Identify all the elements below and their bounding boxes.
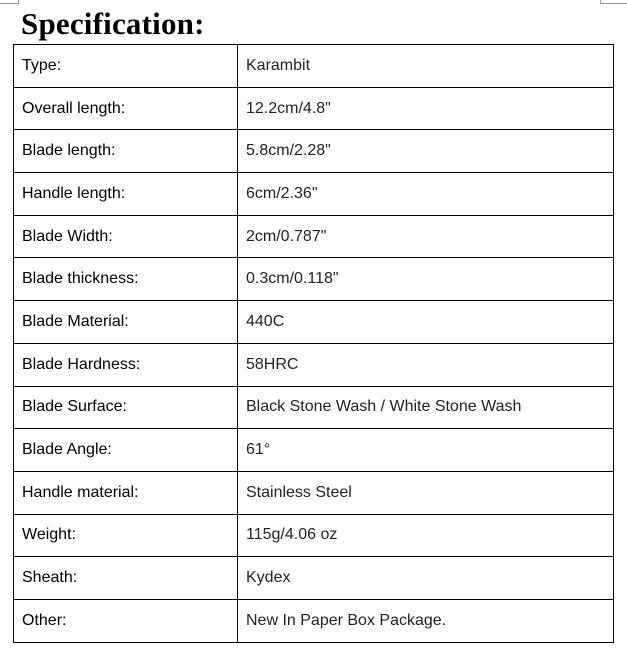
spec-row-overall-length [14, 87, 614, 130]
spec-label: Other: [14, 599, 238, 642]
spec-label: Blade Hardness: [14, 343, 238, 386]
spec-row-blade-thickness [14, 258, 614, 301]
spec-value: Kydex [238, 557, 614, 600]
spec-row-blade-hardness [14, 343, 614, 386]
spec-label: Blade length: [14, 130, 238, 173]
page-corner-mark-left [0, 0, 19, 4]
spec-label: Blade thickness: [14, 258, 238, 301]
spec-label: Blade Material: [14, 301, 238, 344]
spec-value: 58HRC [238, 343, 614, 386]
spec-row-type [14, 45, 614, 88]
specification-heading: Specification: [21, 6, 205, 41]
spec-value: 0.3cm/0.118" [238, 258, 614, 301]
spec-value: Stainless Steel [238, 471, 614, 514]
spec-label: Blade Surface: [14, 386, 238, 429]
spec-row-blade-surface [14, 386, 614, 429]
spec-value: 115g/4.06 oz [238, 514, 614, 557]
spec-row-blade-angle [14, 429, 614, 472]
spec-value: Black Stone Wash / White Stone Wash [238, 386, 614, 429]
spec-label: Overall length: [14, 87, 238, 130]
spec-label: Sheath: [14, 557, 238, 600]
spec-value: 5.8cm/2.28" [238, 130, 614, 173]
spec-value: 2cm/0.787" [238, 215, 614, 258]
spec-row-blade-width [14, 215, 614, 258]
spec-value: 61° [238, 429, 614, 472]
spec-row-handle-material [14, 471, 614, 514]
specification-table [13, 44, 614, 643]
spec-label: Handle length: [14, 173, 238, 216]
spec-value: 440C [238, 301, 614, 344]
spec-label: Handle material: [14, 471, 238, 514]
spec-row-blade-length [14, 130, 614, 173]
spec-value: Karambit [238, 45, 614, 88]
spec-label: Type: [14, 45, 238, 88]
spec-value: New In Paper Box Package. [238, 599, 614, 642]
spec-row-other [14, 599, 614, 642]
spec-label: Weight: [14, 514, 238, 557]
spec-label: Blade Angle: [14, 429, 238, 472]
spec-label: Blade Width: [14, 215, 238, 258]
spec-value: 6cm/2.36" [238, 173, 614, 216]
spec-row-handle-length [14, 173, 614, 216]
spec-row-weight [14, 514, 614, 557]
page-corner-mark-right [600, 0, 627, 4]
spec-row-blade-material [14, 301, 614, 344]
spec-row-sheath [14, 557, 614, 600]
spec-value: 12.2cm/4.8" [238, 87, 614, 130]
